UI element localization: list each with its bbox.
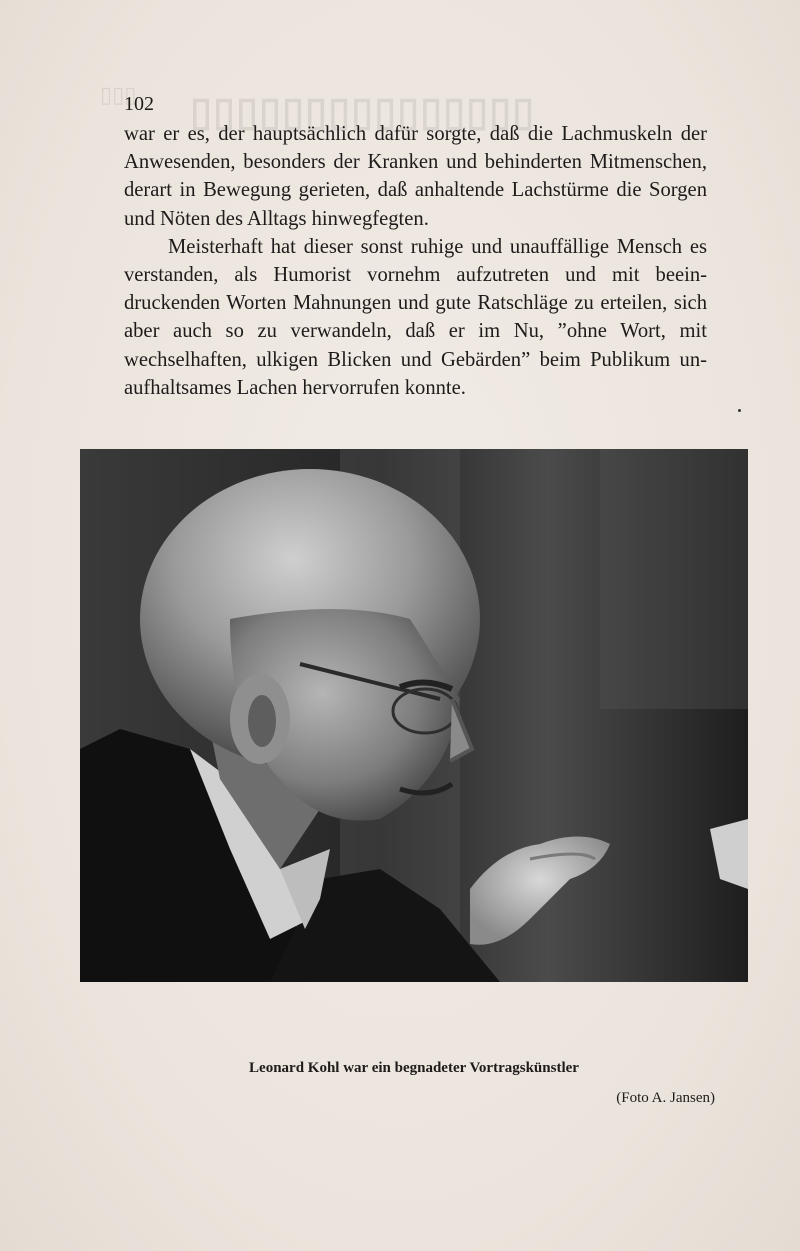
portrait-photo bbox=[80, 449, 748, 982]
paragraph-1: war er es, der hauptsächlich dafür sorgte, daß die Lachmuskeln der Anwesenden, besonders der Kranken und behinderten Mitmenschen, derart in Bewegung gerieten, daß anhaltende Lachstürme die Sorgen und Nöten des Alltags hinwegfegten. bbox=[124, 123, 707, 230]
page-number: 102 bbox=[124, 93, 154, 115]
show-through-number: ▯▯▯ bbox=[100, 82, 137, 107]
photo-caption: Leonard Kohl war ein begnadeter Vortragskünstler bbox=[249, 1060, 579, 1076]
paper-speck bbox=[738, 409, 741, 412]
photo-credit: (Foto A. Jansen) bbox=[616, 1090, 715, 1106]
paragraph-2: Meisterhaft hat dieser sonst ruhige und unauffällige Mensch es verstanden, als Humorist vornehm aufzutreten und mit beeindruckenden Worten Mahnungen und gute Ratschläge zu erteilen, sich aber auch so zu verwandeln, daß er im Nu, ”ohne Wort, mit wechselhaften, ulkigen Blicken und Gebärden” beim Publikum unaufhaltsames Lachen hervorrufen konnte. bbox=[124, 235, 707, 399]
show-through-heading: ▯▯▯▯▯▯▯▯▯▯▯▯▯▯▯ bbox=[190, 89, 536, 134]
body-text bbox=[124, 120, 707, 402]
